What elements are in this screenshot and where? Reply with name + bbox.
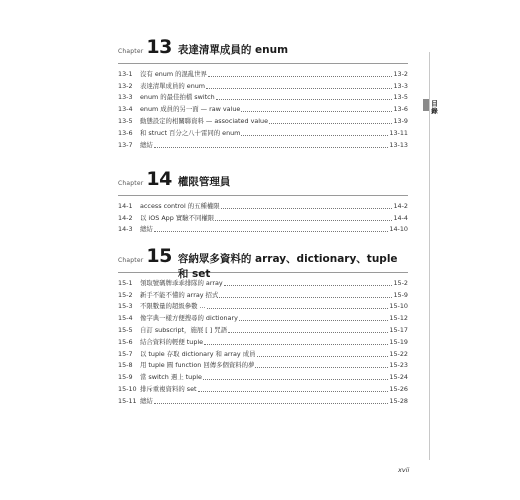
entry-title: 排斥重複資料的 set xyxy=(140,384,197,393)
entry-title: access control 的五種權限 xyxy=(140,201,220,210)
dot-leader xyxy=(206,87,392,89)
entry-number: 15-10 xyxy=(118,384,137,393)
entry-page: 15-28 xyxy=(389,396,408,405)
entry-page: 15-26 xyxy=(389,384,408,393)
chapter-heading xyxy=(118,36,408,60)
entry-title: enum 成員的另一面 — raw value xyxy=(140,105,241,114)
dot-leader xyxy=(221,207,393,209)
toc-entry[interactable] xyxy=(118,211,408,223)
dot-leader xyxy=(255,366,388,368)
entry-title: 沒有 enum 的混亂世界 xyxy=(140,69,208,78)
entry-page: 15-24 xyxy=(389,373,408,382)
chapter-heading xyxy=(118,245,408,280)
toc-entry[interactable] xyxy=(118,335,408,347)
entry-number: 13-3 xyxy=(118,93,133,102)
entry-title: 當 switch 遇上 tuple xyxy=(140,373,202,382)
entry-title: 新手不能不懂的 array 招式 xyxy=(140,290,219,299)
entry-number: 13-7 xyxy=(118,140,133,149)
entry-number: 13-1 xyxy=(118,69,133,78)
chapter-15 xyxy=(118,245,408,406)
chapter-rule xyxy=(118,63,408,64)
entry-number: 13-5 xyxy=(118,116,133,125)
chapter-word: Chapter xyxy=(118,180,144,187)
dot-leader xyxy=(239,319,389,321)
dot-leader xyxy=(208,75,392,77)
toc-entry[interactable] xyxy=(118,347,408,359)
toc-entry[interactable] xyxy=(118,382,408,394)
entry-page: 15-22 xyxy=(389,349,408,358)
entry-number: 15-5 xyxy=(118,325,133,334)
chapter-14 xyxy=(118,168,408,234)
entry-title: 動態設定的相關聯資料 — associated value xyxy=(140,116,269,125)
entry-number: 15-1 xyxy=(118,278,133,287)
entry-number: 13-6 xyxy=(118,128,133,137)
entry-title: 像字典一樣方便搜尋的 dictionary xyxy=(140,314,238,323)
toc-entry[interactable] xyxy=(118,370,408,382)
entry-title: 用 tuple 圓 function 回傳多個資料的夢 xyxy=(140,361,255,370)
entry-page: 13-3 xyxy=(393,81,408,90)
entry-page: 15-23 xyxy=(389,361,408,370)
chapter-word: Chapter xyxy=(118,257,144,264)
toc-entry[interactable] xyxy=(118,114,408,126)
entry-title: 不限數量的超級參數 ... xyxy=(140,302,206,311)
dot-leader xyxy=(224,284,393,286)
entry-page: 15-2 xyxy=(393,278,408,287)
chapter-title: 容納眾多資料的 array、dictionary、tuple 和 set xyxy=(177,253,398,280)
entry-number: 15-2 xyxy=(118,290,133,299)
entry-title: 領取號碼牌乖乖排隊的 array xyxy=(140,278,223,287)
entry-title: 總結 xyxy=(140,140,153,149)
entry-page: 13-2 xyxy=(393,69,408,78)
toc-entry[interactable] xyxy=(118,67,408,79)
entry-list xyxy=(118,199,408,234)
dot-leader xyxy=(241,134,388,136)
entry-page: 13-9 xyxy=(393,116,408,125)
dot-leader xyxy=(207,307,389,309)
dot-leader xyxy=(216,98,393,100)
toc-entry[interactable] xyxy=(118,138,408,150)
toc-entry[interactable] xyxy=(118,300,408,312)
entry-title: 總結 xyxy=(140,396,153,405)
dot-leader xyxy=(154,146,389,148)
entry-number: 15-4 xyxy=(118,314,133,323)
dot-leader xyxy=(269,122,392,124)
dot-leader xyxy=(154,230,389,232)
entry-page: 15-12 xyxy=(389,314,408,323)
toc-entry[interactable] xyxy=(118,126,408,138)
toc-entry[interactable] xyxy=(118,311,408,323)
section-side-label: 目錄 xyxy=(430,100,438,115)
toc-entry[interactable] xyxy=(118,199,408,211)
entry-page: 15-10 xyxy=(389,302,408,311)
dot-leader xyxy=(204,343,388,345)
entry-page: 14-2 xyxy=(393,201,408,210)
dot-leader xyxy=(215,219,392,221)
entry-number: 14-1 xyxy=(118,201,133,210)
dot-leader xyxy=(219,296,392,298)
toc-entry[interactable] xyxy=(118,91,408,103)
entry-page: 13-6 xyxy=(393,105,408,114)
entry-page: 13-11 xyxy=(389,128,408,137)
entry-page: 14-10 xyxy=(389,225,408,234)
entry-number: 15-8 xyxy=(118,361,133,370)
entry-number: 13-4 xyxy=(118,105,133,114)
entry-number: 14-3 xyxy=(118,225,133,234)
dot-leader xyxy=(203,378,388,380)
entry-title: 以 tuple 存取 dictionary 和 array 成員 xyxy=(140,349,256,358)
chapter-heading xyxy=(118,168,408,192)
chapter-13 xyxy=(118,36,408,150)
entry-number: 15-3 xyxy=(118,302,133,311)
chapter-title: 權限管理員 xyxy=(177,176,231,188)
dot-leader xyxy=(241,110,392,112)
page-number: xvii xyxy=(398,466,410,474)
chapter-title: 表達清單成員的 enum xyxy=(177,44,289,56)
chapter-rule xyxy=(118,195,408,196)
toc-entry[interactable] xyxy=(118,359,408,371)
entry-number: 13-2 xyxy=(118,81,133,90)
toc-entry[interactable] xyxy=(118,79,408,91)
entry-list xyxy=(118,276,408,406)
entry-number: 15-6 xyxy=(118,337,133,346)
entry-title: 自訂 subscript，施展 [ ] 咒語 xyxy=(140,325,228,334)
entry-title: 表達清單成員的 enum xyxy=(140,81,206,90)
toc-entry[interactable] xyxy=(118,394,408,406)
entry-number: 14-2 xyxy=(118,213,133,222)
toc-entry[interactable] xyxy=(118,223,408,235)
entry-title: 總結 xyxy=(140,225,153,234)
chapter-word: Chapter xyxy=(118,48,144,55)
entry-title: enum 的最佳拍檔 switch xyxy=(140,93,215,102)
entry-page: 13-13 xyxy=(389,140,408,149)
dot-leader xyxy=(228,331,388,333)
entry-title: 以 iOS App 實驗不同權限 xyxy=(140,213,215,222)
entry-page: 15-17 xyxy=(389,325,408,334)
toc-entry[interactable] xyxy=(118,323,408,335)
entry-page: 13-5 xyxy=(393,93,408,102)
toc-entry[interactable] xyxy=(118,102,408,114)
entry-number: 15-11 xyxy=(118,396,137,405)
entry-list xyxy=(118,67,408,150)
chapter-number: 13 xyxy=(146,36,172,58)
toc-entry[interactable] xyxy=(118,288,408,300)
dot-leader xyxy=(198,390,389,392)
dot-leader xyxy=(257,355,389,357)
chapter-number: 14 xyxy=(146,168,172,190)
entry-title: 和 struct 百分之八十雷同的 enum xyxy=(140,128,241,137)
dot-leader xyxy=(154,402,389,404)
entry-page: 15-9 xyxy=(393,290,408,299)
entry-page: 15-19 xyxy=(389,337,408,346)
entry-page: 14-4 xyxy=(393,213,408,222)
entry-number: 15-7 xyxy=(118,349,133,358)
section-tab-marker xyxy=(423,99,429,111)
entry-number: 15-9 xyxy=(118,373,133,382)
entry-title: 結合資料的輕便 tuple xyxy=(140,337,204,346)
chapter-number: 15 xyxy=(146,245,172,267)
